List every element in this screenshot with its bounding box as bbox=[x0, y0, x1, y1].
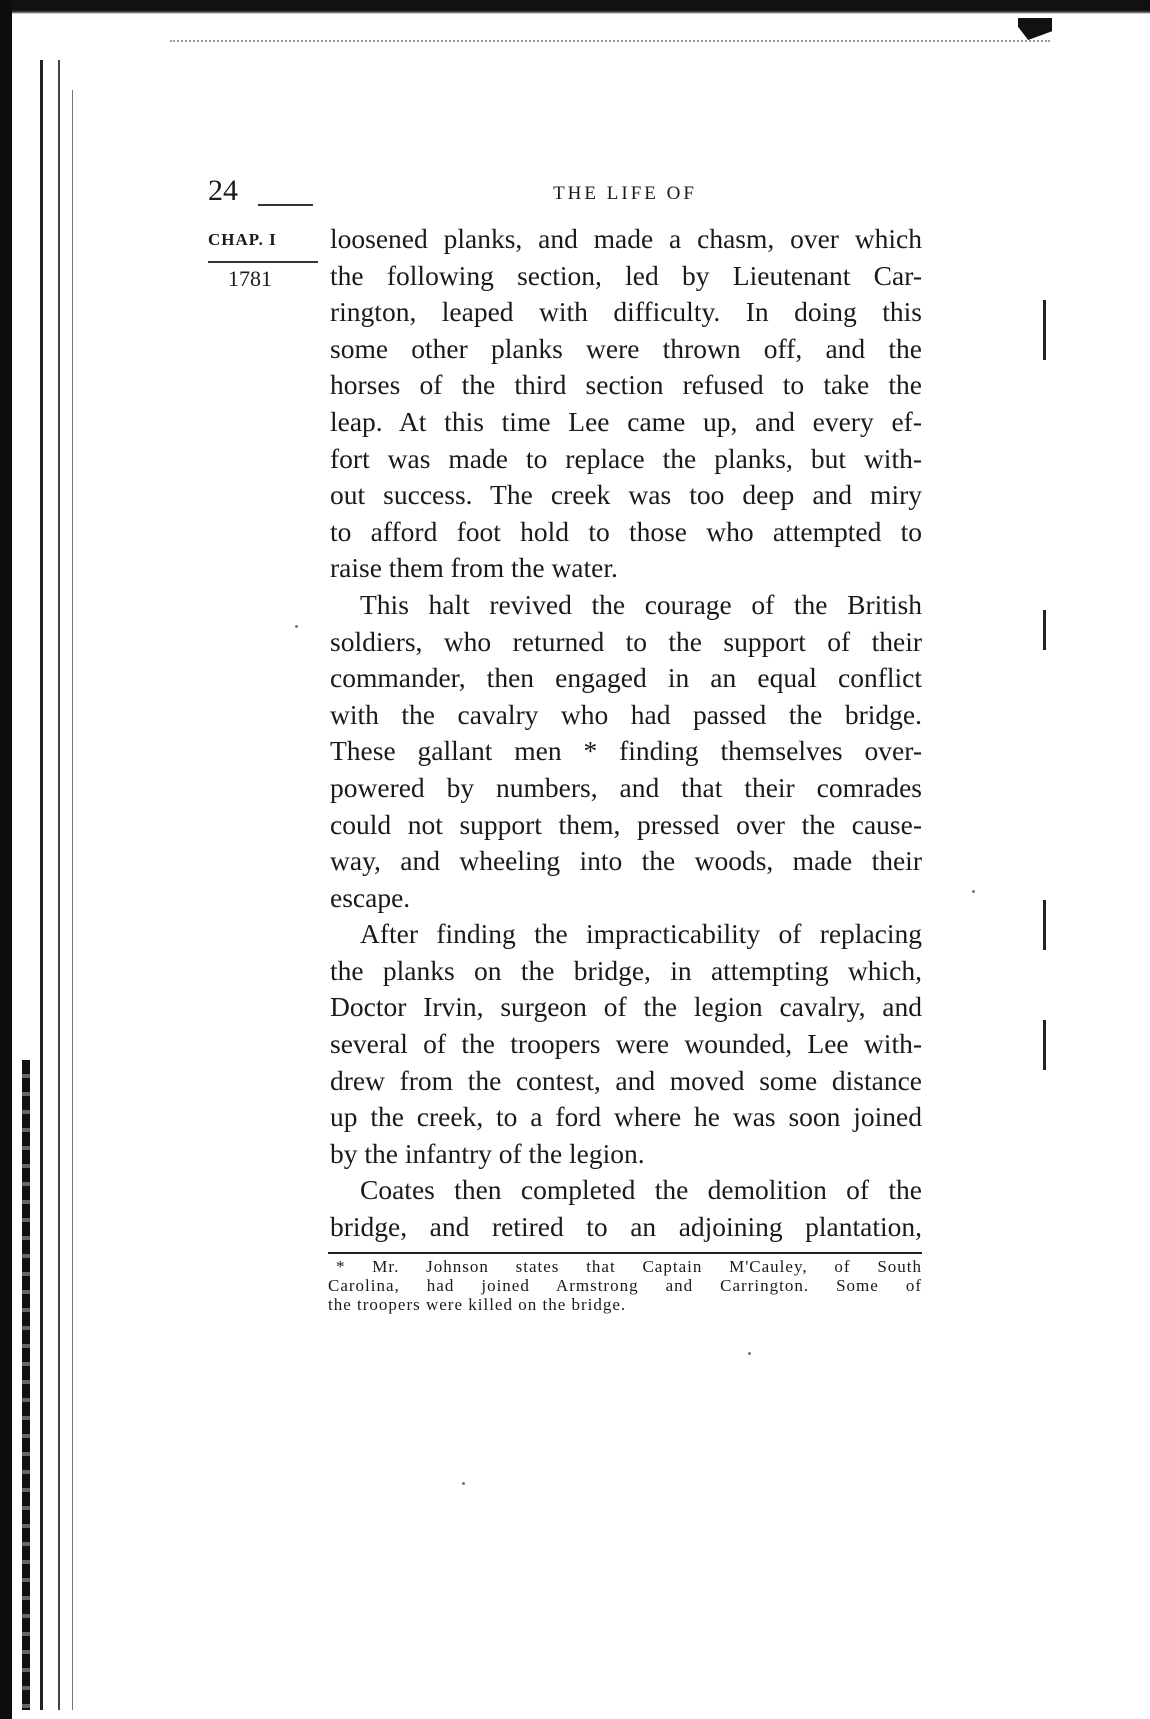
text-line: soldiers, who returned to the support of their bbox=[330, 625, 922, 657]
scan-right-mark bbox=[1043, 900, 1046, 950]
text-line: with the cavalry who had passed the bridge. bbox=[330, 698, 922, 730]
text-line: to afford foot hold to those who attempted to bbox=[330, 515, 922, 547]
text-line: drew from the contest, and moved some distance bbox=[330, 1064, 922, 1096]
scan-top-edge bbox=[0, 0, 1150, 14]
margin-chapter: CHAP. I bbox=[208, 230, 277, 249]
text-line: could not support them, pressed over the cause- bbox=[330, 808, 922, 840]
text-line: commander, then engaged in an equal conflict bbox=[330, 662, 922, 694]
scan-corner-mark bbox=[1018, 18, 1052, 40]
text-line: raise them from the water. bbox=[330, 552, 618, 584]
text-line: up the creek, to a ford where he was soon joined bbox=[330, 1101, 922, 1133]
scan-binding-shadow bbox=[22, 1060, 30, 1710]
margin-rule bbox=[208, 261, 318, 263]
scan-left-edge bbox=[0, 0, 12, 1719]
margin-year: 1781 bbox=[228, 266, 272, 291]
text-line: several of the troopers were wounded, Lee with- bbox=[330, 1028, 922, 1060]
scan-speck bbox=[748, 1352, 751, 1355]
text-line: After finding the impracticability of replacing bbox=[360, 918, 922, 950]
footnote-line: Carolina, had joined Armstrong and Carrington. Some of bbox=[328, 1276, 922, 1295]
footnote bbox=[328, 1257, 922, 1314]
text-line: This halt revived the courage of the British bbox=[360, 588, 922, 620]
scan-binding-line bbox=[72, 90, 73, 1710]
footnote-rule bbox=[328, 1252, 922, 1254]
text-line: These gallant men * finding themselves over- bbox=[330, 735, 922, 767]
text-line: the planks on the bridge, in attempting which, bbox=[330, 954, 922, 986]
text-line: some other planks were thrown off, and the bbox=[330, 332, 922, 364]
text-line: out success. The creek was too deep and miry bbox=[330, 479, 922, 511]
scan-speck bbox=[295, 625, 298, 628]
text-line: Doctor Irvin, surgeon of the legion cavalry, and bbox=[330, 991, 922, 1023]
scan-right-mark bbox=[1043, 610, 1046, 650]
paragraph-2 bbox=[330, 587, 922, 916]
text-line: escape. bbox=[330, 881, 411, 913]
scan-top-dots bbox=[170, 40, 1050, 45]
text-line: way, and wheeling into the woods, made their bbox=[330, 845, 922, 877]
paragraph-3 bbox=[330, 916, 922, 1172]
footnote-line: * Mr. Johnson states that Captain M'Cauley, of South bbox=[336, 1257, 922, 1276]
scan-right-mark bbox=[1043, 1020, 1046, 1070]
scan-speck bbox=[462, 1482, 465, 1485]
paragraph-1 bbox=[330, 221, 922, 587]
text-line: horses of the third section refused to take the bbox=[330, 369, 922, 401]
text-line: powered by numbers, and that their comrades bbox=[330, 771, 922, 803]
text-line: by the infantry of the legion. bbox=[330, 1137, 645, 1169]
running-title: THE LIFE OF bbox=[553, 183, 697, 204]
text-line: the following section, led by Lieutenant Car- bbox=[330, 259, 922, 291]
scan-right-mark bbox=[1043, 300, 1046, 360]
header-rule bbox=[258, 204, 313, 206]
page-number: 24 bbox=[208, 174, 238, 207]
text-line: fort was made to replace the planks, but with- bbox=[330, 442, 922, 474]
text-line: rington, leaped with difficulty. In doing this bbox=[330, 296, 922, 328]
paragraph-4 bbox=[330, 1172, 922, 1245]
text-line: Coates then completed the demolition of the bbox=[360, 1174, 922, 1206]
text-line: leap. At this time Lee came up, and every ef- bbox=[330, 405, 922, 437]
scan-speck bbox=[972, 890, 975, 893]
text-line: loosened planks, and made a chasm, over which bbox=[330, 223, 922, 254]
text-line: bridge, and retired to an adjoining plantation, bbox=[330, 1211, 922, 1243]
scan-binding-line bbox=[58, 60, 60, 1710]
footnote-line: the troopers were killed on the bridge. bbox=[328, 1295, 627, 1314]
body-text bbox=[330, 221, 922, 1246]
scan-binding-line bbox=[40, 60, 43, 1710]
